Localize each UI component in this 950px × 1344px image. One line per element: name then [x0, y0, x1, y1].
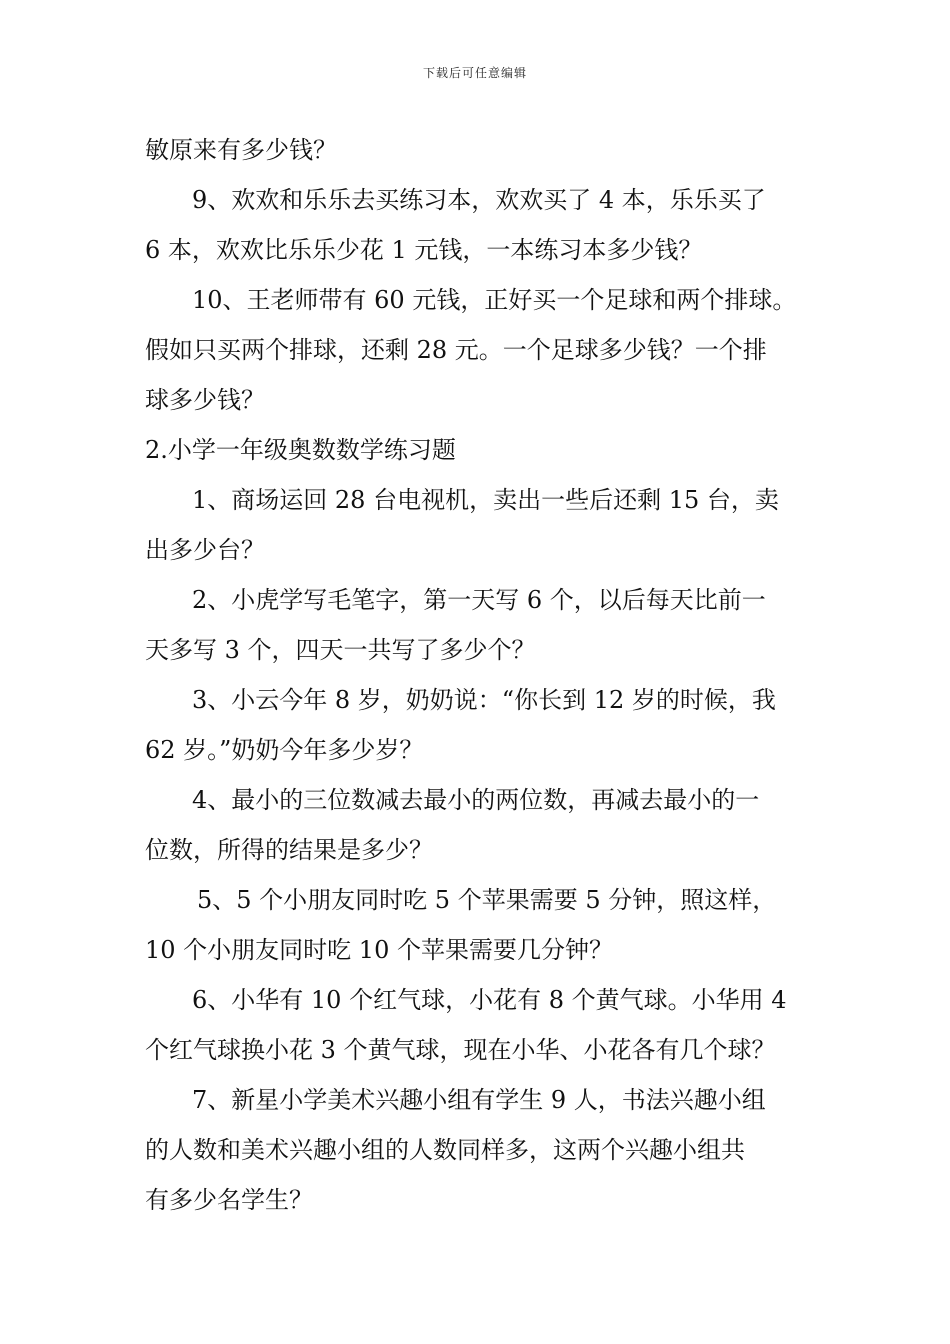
question-1-line-2: 出多少台？ [145, 536, 265, 564]
question-2-line-1: 2、小虎学写毛笔字，第一天写 6 个，以后每天比前一 [192, 586, 766, 614]
section-heading: 2.小学一年级奥数数学练习题 [145, 436, 456, 464]
page-header: 下载后可任意编辑 [422, 66, 527, 80]
text-line: 敏原来有多少钱？ [145, 136, 337, 164]
question-3-line-2: 62 岁。”奶奶今年多少岁？ [145, 736, 424, 764]
question-7-line-1: 7、新星小学美术兴趣小组有学生 9 人，书法兴趣小组 [192, 1086, 766, 1114]
question-6-line-2: 个红气球换小花 3 个黄气球，现在小华、小花各有几个球？ [145, 1036, 776, 1064]
question-6-line-1: 6、小华有 10 个红气球，小花有 8 个黄气球。小华用 4 [192, 986, 787, 1014]
question-5-line-1: 5、5 个小朋友同时吃 5 个苹果需要 5 分钟，照这样， [197, 886, 777, 914]
question-2-line-2: 天多写 3 个，四天一共写了多少个？ [145, 636, 536, 664]
question-1-line-1: 1、商场运回 28 台电视机，卖出一些后还剩 15 台，卖 [192, 486, 779, 514]
question-9-line-2: 6 本，欢欢比乐乐少花 1 元钱，一本练习本多少钱？ [145, 236, 703, 264]
question-5-line-2: 10 个小朋友同时吃 10 个苹果需要几分钟？ [145, 936, 613, 964]
question-7-line-3: 有多少名学生？ [145, 1186, 313, 1214]
question-10-line-3: 球多少钱？ [145, 386, 265, 414]
question-10-line-2: 假如只买两个排球，还剩 28 元。一个足球多少钱？一个排 [145, 336, 767, 364]
question-7-line-2: 的人数和美术兴趣小组的人数同样多，这两个兴趣小组共 [145, 1136, 745, 1164]
question-10-line-1: 10、王老师带有 60 元钱，正好买一个足球和两个排球。 [192, 286, 797, 314]
question-4-line-2: 位数，所得的结果是多少？ [145, 836, 433, 864]
question-3-line-1: 3、小云今年 8 岁，奶奶说：“你长到 12 岁的时候，我 [192, 686, 776, 714]
question-4-line-1: 4、最小的三位数减去最小的两位数，再减去最小的一 [192, 786, 760, 814]
question-9-line-1: 9、欢欢和乐乐去买练习本，欢欢买了 4 本，乐乐买了 [192, 186, 766, 214]
